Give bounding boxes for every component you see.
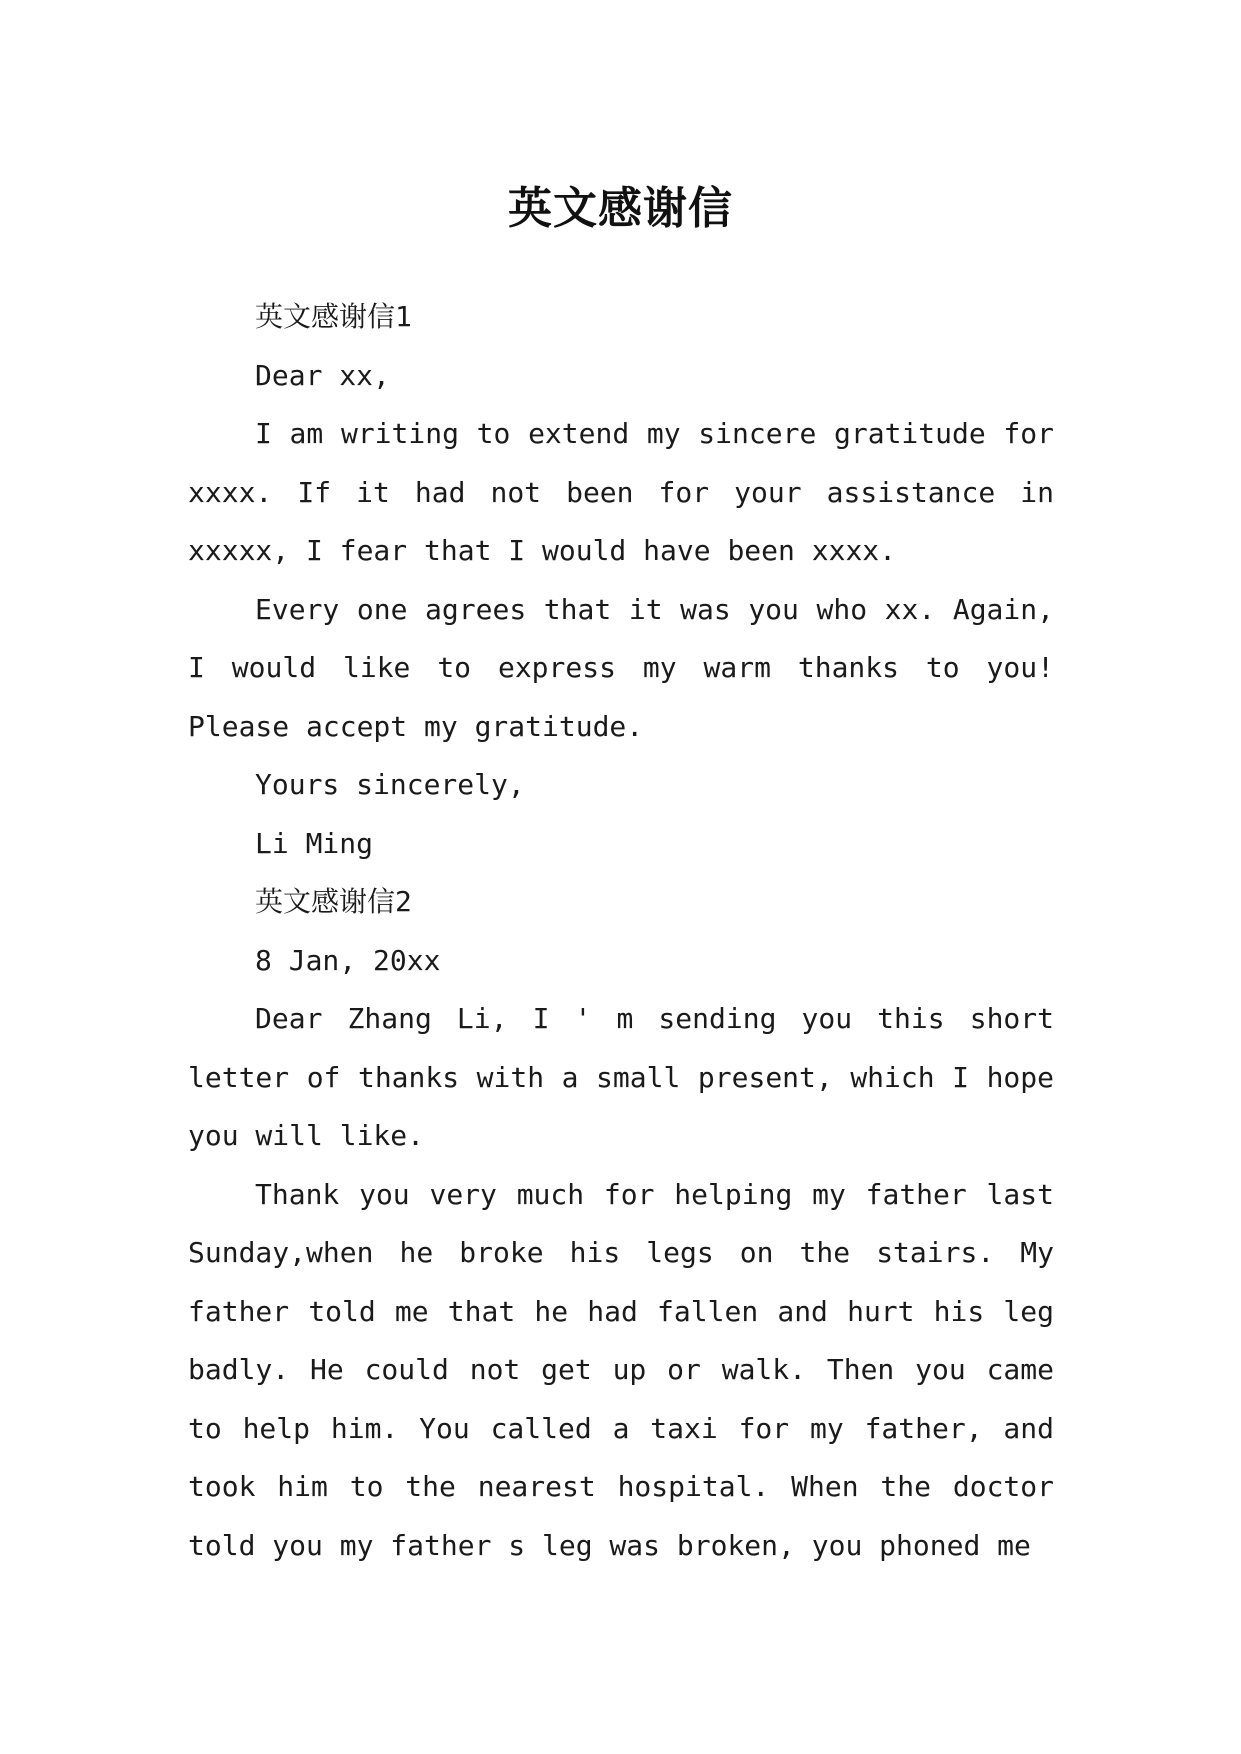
letter1-paragraph-1: I am writing to extend my sincere gratitude for xxxx. If it had not been for your assistance in xxxxx, I fear that I would have been xxxx. (188, 417, 1054, 567)
letter1-salutation: Dear xx, (255, 358, 390, 392)
letter1-paragraph-2: Every one agrees that it was you who xx. Again, I would like to express my warm thanks to you! Please accept my gratitude. (188, 592, 1054, 743)
letter1-closing: Yours sincerely, (255, 768, 525, 801)
document-body (188, 288, 1054, 1575)
letter2-heading: 英文感谢信2 (255, 885, 412, 918)
letter2-paragraph-2: Thank you very much for helping my father last Sunday,when he broke his legs on the stairs. My father told me that he had fallen and hurt his leg badly. He could not get up or walk. Then you came to help him. You called a taxi for my father, and took him to the nearest hospital. When the doctor told you my father s leg was broken, you phoned me (188, 1177, 1054, 1562)
letter1-heading: 英文感谢信1 (255, 300, 412, 333)
letter2-paragraph-1: Dear Zhang Li, I ' m sending you this short letter of thanks with a small present, which I hope you will like. (188, 1002, 1054, 1152)
letter1-signature: Li Ming (255, 826, 374, 860)
letter2-date: 8 Jan, 20xx (255, 943, 441, 977)
page-title: 英文感谢信 (508, 183, 733, 235)
